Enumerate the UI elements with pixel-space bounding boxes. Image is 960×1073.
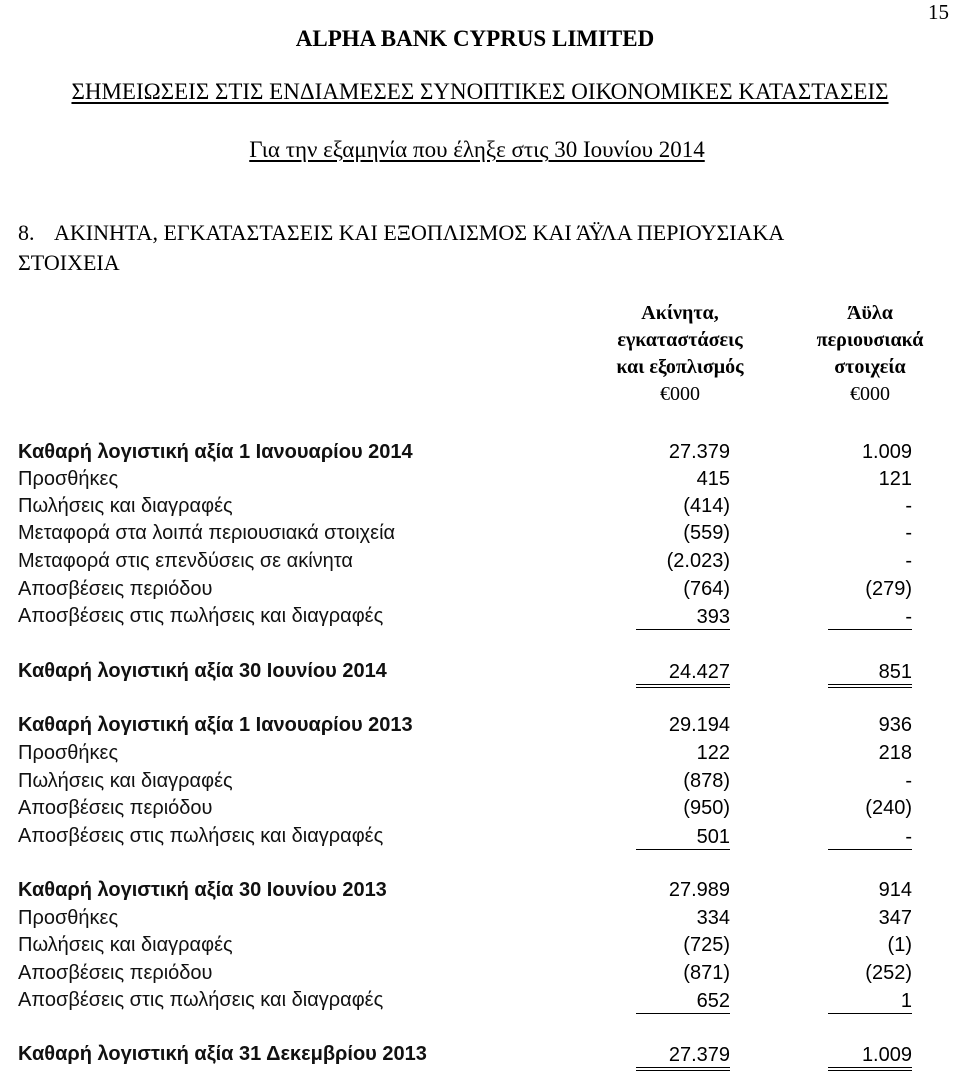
row-value-intangibles: - <box>828 605 912 630</box>
row-label: Πωλήσεις και διαγραφές <box>18 770 233 792</box>
row-value-intangibles: - <box>905 550 912 572</box>
row-label: Καθαρή λογιστική αξία 30 Ιουνίου 2013 <box>18 879 387 901</box>
row-value-property: (559) <box>683 522 730 544</box>
row-value-intangibles: (279) <box>865 578 912 600</box>
column-unit: €000 <box>660 383 700 405</box>
row-value-property: 334 <box>696 907 730 929</box>
section-number: 8. <box>18 220 35 245</box>
row-value-property: (871) <box>683 962 730 984</box>
page-number: 15 <box>928 0 949 24</box>
table-row <box>0 879 960 906</box>
row-value-property: 415 <box>696 468 730 490</box>
row-value-intangibles: 914 <box>878 879 912 901</box>
row-value-intangibles: (240) <box>865 797 912 819</box>
column-header-line: εγκαταστάσεις <box>617 329 743 351</box>
row-value-intangibles: - <box>905 770 912 792</box>
row-value-intangibles: 1 <box>828 989 912 1014</box>
notes-title: ΣΗΜΕΙΩΣΕΙΣ ΣΤΙΣ ΕΝΔΙΑΜΕΣΕΣ ΣΥΝΟΠΤΙΚΕΣ ΟΙΚΟΝΟΜΙΚΕΣ ΚΑΤΑΣΤΑΣΕΙΣ <box>71 79 889 104</box>
row-label: Καθαρή λογιστική αξία 31 Δεκεμβρίου 2013 <box>18 1043 427 1065</box>
row-value-property: (950) <box>683 797 730 819</box>
table-row <box>0 578 960 605</box>
row-value-intangibles: 1.009 <box>828 1043 912 1071</box>
row-value-intangibles: 347 <box>878 907 912 929</box>
column-header-line: Ακίνητα, <box>641 302 719 324</box>
row-value-property: 501 <box>636 825 730 850</box>
row-value-property: 27.379 <box>636 1043 730 1071</box>
row-value-property: 27.989 <box>668 879 730 901</box>
column-header-intangibles <box>800 300 940 408</box>
table-row <box>0 989 960 1016</box>
row-label: Αποσβέσεις περιόδου <box>18 797 213 819</box>
table-row <box>0 742 960 769</box>
row-value-property: 652 <box>636 989 730 1014</box>
row-value-property: (764) <box>683 578 730 600</box>
row-value-property: (878) <box>683 770 730 792</box>
table-row <box>0 825 960 852</box>
section-title-line2: ΣΤΟΙΧΕΙΑ <box>18 250 120 275</box>
table-row <box>0 522 960 549</box>
row-label: Πωλήσεις και διαγραφές <box>18 495 233 517</box>
column-header-line: στοιχεία <box>834 356 906 378</box>
row-label: Αποσβέσεις περιόδου <box>18 962 213 984</box>
row-label: Προσθήκες <box>18 468 119 490</box>
section-title-line1: ΑΚΙΝΗΤΑ, ΕΓΚΑΤΑΣΤΑΣΕΙΣ ΚΑΙ ΕΞΟΠΛΙΣΜΟΣ ΚΑΙ ΆΫΛΑ ΠΕΡΙΟΥΣΙΑΚΑ <box>54 220 785 245</box>
row-label: Αποσβέσεις περιόδου <box>18 578 213 600</box>
row-label: Προσθήκες <box>18 742 119 764</box>
table-row <box>0 797 960 824</box>
column-header-line: και εξοπλισμός <box>616 356 744 378</box>
row-label: Καθαρή λογιστική αξία 1 Ιανουαρίου 2014 <box>18 441 413 463</box>
row-value-intangibles: 936 <box>878 714 912 736</box>
row-label: Αποσβέσεις στις πωλήσεις και διαγραφές <box>18 605 384 627</box>
row-value-property: (414) <box>683 495 730 517</box>
section-heading <box>18 218 948 278</box>
row-value-intangibles: - <box>905 495 912 517</box>
row-value-property: 24.427 <box>636 660 730 688</box>
row-value-property: 122 <box>696 742 730 764</box>
table-row <box>0 441 960 468</box>
row-value-intangibles: 851 <box>828 660 912 688</box>
row-label: Μεταφορά στις επενδύσεις σε ακίνητα <box>18 550 353 572</box>
row-value-intangibles: - <box>905 522 912 544</box>
table-row <box>0 550 960 577</box>
row-value-property: 29.194 <box>668 714 730 736</box>
row-label: Καθαρή λογιστική αξία 30 Ιουνίου 2014 <box>18 660 387 682</box>
bank-name: ALPHA BANK CYPRUS LIMITED <box>295 26 655 51</box>
table-row <box>0 495 960 522</box>
row-label: Πωλήσεις και διαγραφές <box>18 934 233 956</box>
row-label: Αποσβέσεις στις πωλήσεις και διαγραφές <box>18 825 384 847</box>
table-row <box>0 605 960 632</box>
row-value-property: (725) <box>683 934 730 956</box>
column-header-property <box>600 300 760 408</box>
row-label: Προσθήκες <box>18 907 119 929</box>
row-value-intangibles: 218 <box>878 742 912 764</box>
row-value-intangibles: 1.009 <box>861 441 912 463</box>
row-value-intangibles: - <box>828 825 912 850</box>
period-heading: Για την εξαμηνία που έληξε στις 30 Ιουνίου 2014 <box>249 137 705 162</box>
row-value-intangibles: (252) <box>865 962 912 984</box>
table-row <box>0 934 960 961</box>
table-row <box>0 770 960 797</box>
table-row <box>0 714 960 741</box>
row-value-property: (2.023) <box>666 550 730 572</box>
column-unit: €000 <box>850 383 890 405</box>
row-value-property: 393 <box>636 605 730 630</box>
row-label: Καθαρή λογιστική αξία 1 Ιανουαρίου 2013 <box>18 714 413 736</box>
table-row <box>0 1043 960 1070</box>
row-label: Μεταφορά στα λοιπά περιουσιακά στοιχεία <box>18 522 396 544</box>
column-header-line: Άϋλα <box>847 302 893 324</box>
table-row <box>0 962 960 989</box>
column-header-line: περιουσιακά <box>816 329 924 351</box>
row-label: Αποσβέσεις στις πωλήσεις και διαγραφές <box>18 989 384 1011</box>
row-value-intangibles: (1) <box>887 934 912 956</box>
table-row <box>0 907 960 934</box>
table-row <box>0 468 960 495</box>
row-value-property: 27.379 <box>668 441 730 463</box>
table-row <box>0 660 960 687</box>
row-value-intangibles: 121 <box>878 468 912 490</box>
